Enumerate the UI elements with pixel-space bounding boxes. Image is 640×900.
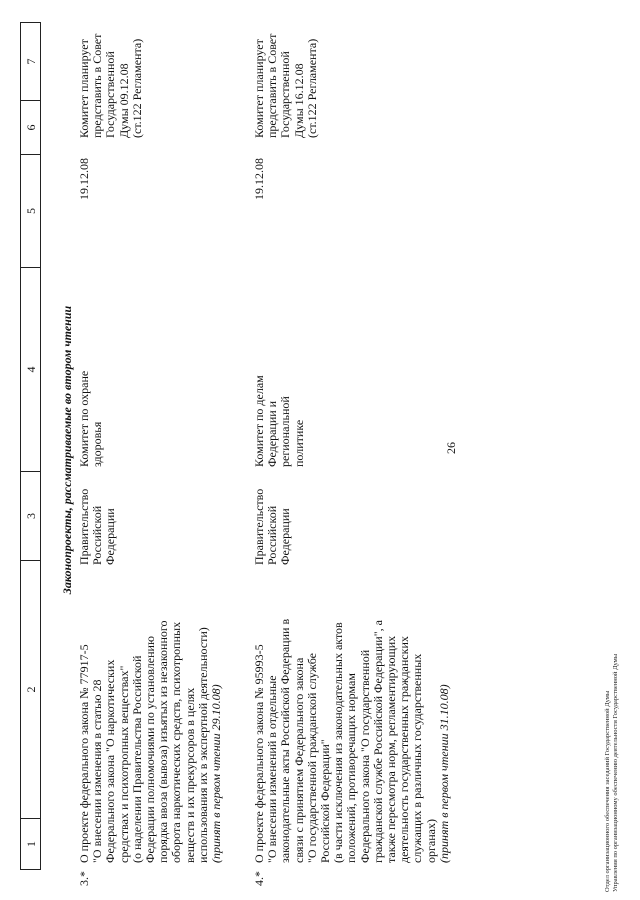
row-number: 3.* [77, 871, 91, 886]
row-number: 4.* [252, 871, 266, 886]
column-header-3: 3 [20, 471, 41, 560]
review-date: 19.12.08 [77, 158, 91, 200]
bill-title: О проекте федерального закона № 77917-5 "О внесении изменения в статью 28 Федерального закона "О наркотических средствах и психотропных веществах" (о наделении Правительства Российской Федерации полномочиями по установлению порядка ввоза (вывоза) изъятых из незаконного оборота наркотических средств, психотропных веществ и их прекурсоров в целях использования их в экспертной деятельности) (принят в первом чтении 29.10.08) [78, 563, 223, 863]
bill-title: О проекте федерального закона № 95993-5 "О внесении изменений в отдельные законодательные акты Российской Федерации в связи с принятием Федерального закона "О государственной гражданской службе Российской Федерации" (в части исключения из законодательных актов положений, противоречащих нормам Федерального закона "О государственной гражданской службе Российской Федерации", а также пересмотра норм, регламентирующих деятельность государственных гражданских служащих в различных государственных органах) (принят в первом чтении 31.10.08) [253, 563, 451, 863]
column-header-1: 1 [20, 818, 41, 870]
column-header-7: 7 [20, 22, 41, 100]
responsible-committee: Комитет по охране здоровья [77, 370, 105, 467]
committee-plan: Комитет планирует представить в Совет Государственной Думы 16.12.08 (ст.122 Регламента) [252, 33, 319, 138]
bill-author: Правительство Российской Федерации [77, 488, 118, 565]
column-header-6: 6 [20, 100, 41, 154]
column-header-4: 4 [20, 267, 41, 471]
bill-author: Правительство Российской Федерации [252, 488, 293, 565]
footer-department: Отдел организационного обеспечения заседаний Государственной Думы Управления по организационному обеспечению деятельности Государственной Думы [604, 653, 619, 892]
review-date: 19.12.08 [252, 158, 266, 200]
adopted-note: (принят в первом чтении 31.10.08) [436, 684, 451, 863]
column-header-2: 2 [20, 560, 41, 818]
page-number: 26 [444, 442, 458, 454]
section-title: Законопроекты, рассматриваемые во втором чтении [60, 305, 74, 595]
committee-plan: Комитет планирует представить в Совет Государственной Думы 09.12.08 (ст.122 Регламента) [77, 33, 144, 138]
adopted-note: (принят в первом чтении 29.10.08) [209, 684, 224, 863]
column-header-row [20, 0, 41, 900]
column-header-5: 5 [20, 154, 41, 267]
responsible-committee: Комитет по делам Федерации и региональной политике [252, 375, 306, 467]
